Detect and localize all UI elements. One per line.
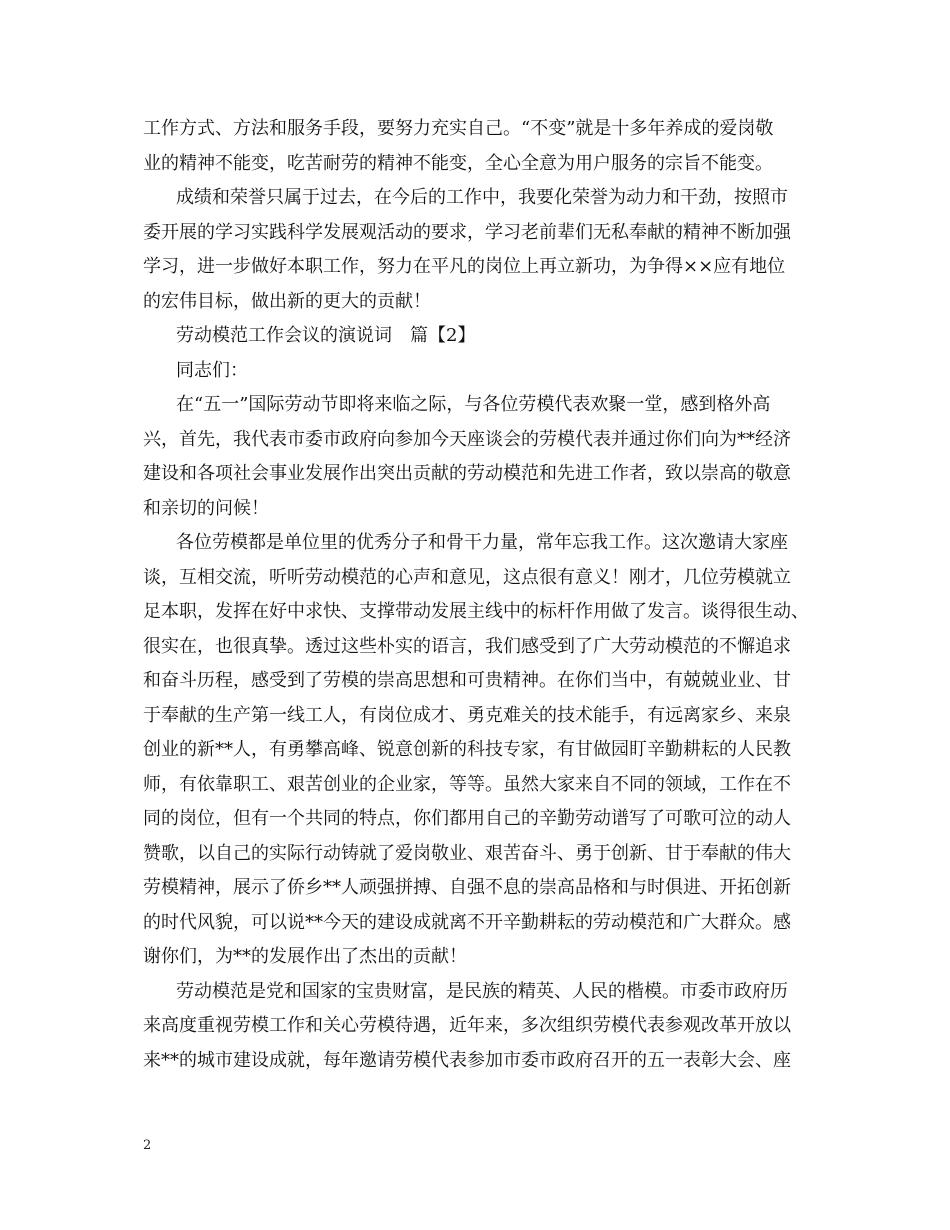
text-line: 在“五一”国际劳动节即将来临之际，与各位劳模代表欢聚一堂，感到格外高 [176,394,771,415]
text-line: 于奉献的生产第一线工人，有岗位成才、勇克难关的技术能手，有远离家乡、来泉 [143,704,791,726]
text-line: 成绩和荣誉只属于过去，在今后的工作中，我要化荣誉为动力和干劲，按照市 [176,187,788,208]
text-line: 劳动模范是党和国家的宝贵财富，是民族的精英、人民的楷模。市委市政府历 [176,980,788,1002]
text-line: 和亲切的问候！ [143,497,269,519]
text-line: 的时代风貌，可以说**今天的建设成就离不开辛勤耕耘的劳动模范和广大群众。感 [143,911,791,933]
text-line: 的宏伟目标，做出新的更大的贡献！ [143,290,431,312]
text-line: 各位劳模都是单位里的优秀分子和骨干力量，常年忘我工作。这次邀请大家座 [176,532,788,553]
text-line: 委开展的学习实践科学发展观活动的要求，学习老前辈们无私奉献的精神不断加强 [143,221,791,243]
page-number: 2 [143,1138,152,1153]
text-line: 很实在，也很真挚。透过这些朴实的语言，我们感受到了广大劳动模范的不懈追求 [143,635,791,657]
text-line: 和奋斗历程，感受到了劳模的崇高思想和可贵精神。在你们当中，有兢兢业业、甘 [143,670,791,691]
text-line: 足本职，发挥在好中求快、支撑带动发展主线中的标杆作用做了发言。谈得很生动、 [143,601,809,622]
text-line: 谈，互相交流，听听劳动模范的心声和意见，这点很有意义！刚才，几位劳模就立 [143,566,791,588]
text-line: 劳动模范工作会议的演说词 篇【2】 [176,325,476,346]
text-line: 工作方式、方法和服务手段，要努力充实自己。“不变”就是十多年养成的爱岗敬 [143,118,774,139]
text-line: 来高度重视劳模工作和关心劳模待遇，近年来，多次组织劳模代表参观改革开放以 [143,1015,791,1036]
text-line: 学习，进一步做好本职工作，努力在平凡的岗位上再立新功，为争得××应有地位 [143,256,786,277]
text-line: 来**的城市建设成就，每年邀请劳模代表参加市委市政府召开的五一表彰大会、座 [143,1049,791,1071]
text-line: 劳模精神，展示了侨乡**人顽强拼搏、自强不息的崇高品格和与时俱进、开拓创新 [143,877,791,898]
text-line: 同的岗位，但有一个共同的特点，你们都用自己的辛勤劳动谱写了可歌可泣的动人 [143,808,791,829]
text-line: 同志们： [176,359,248,381]
text-line: 谢你们，为**的发展作出了杰出的贡献！ [143,946,467,967]
text-line: 业的精神不能变，吃苦耐劳的精神不能变，全心全意为用户服务的宗旨不能变。 [143,152,773,174]
text-line: 赞歌，以自己的实际行动铸就了爱岗敬业、艰苦奋斗、勇于创新、甘于奉献的伟大 [143,842,791,864]
text-line: 兴，首先，我代表市委市政府向参加今天座谈会的劳模代表并通过你们向为**经济 [143,428,791,450]
text-line: 师，有依靠职工、艰苦创业的企业家，等等。虽然大家来自不同的领域，工作在不 [143,773,791,795]
body-text [143,112,811,1078]
text-line: 创业的新**人，有勇攀高峰、锐意创新的科技专家，有甘做园盯辛勤耕耘的人民教 [143,739,791,760]
text-line: 建设和各项社会事业发展作出突出贡献的劳动模范和先进工作者，致以崇高的敬意 [143,463,791,484]
